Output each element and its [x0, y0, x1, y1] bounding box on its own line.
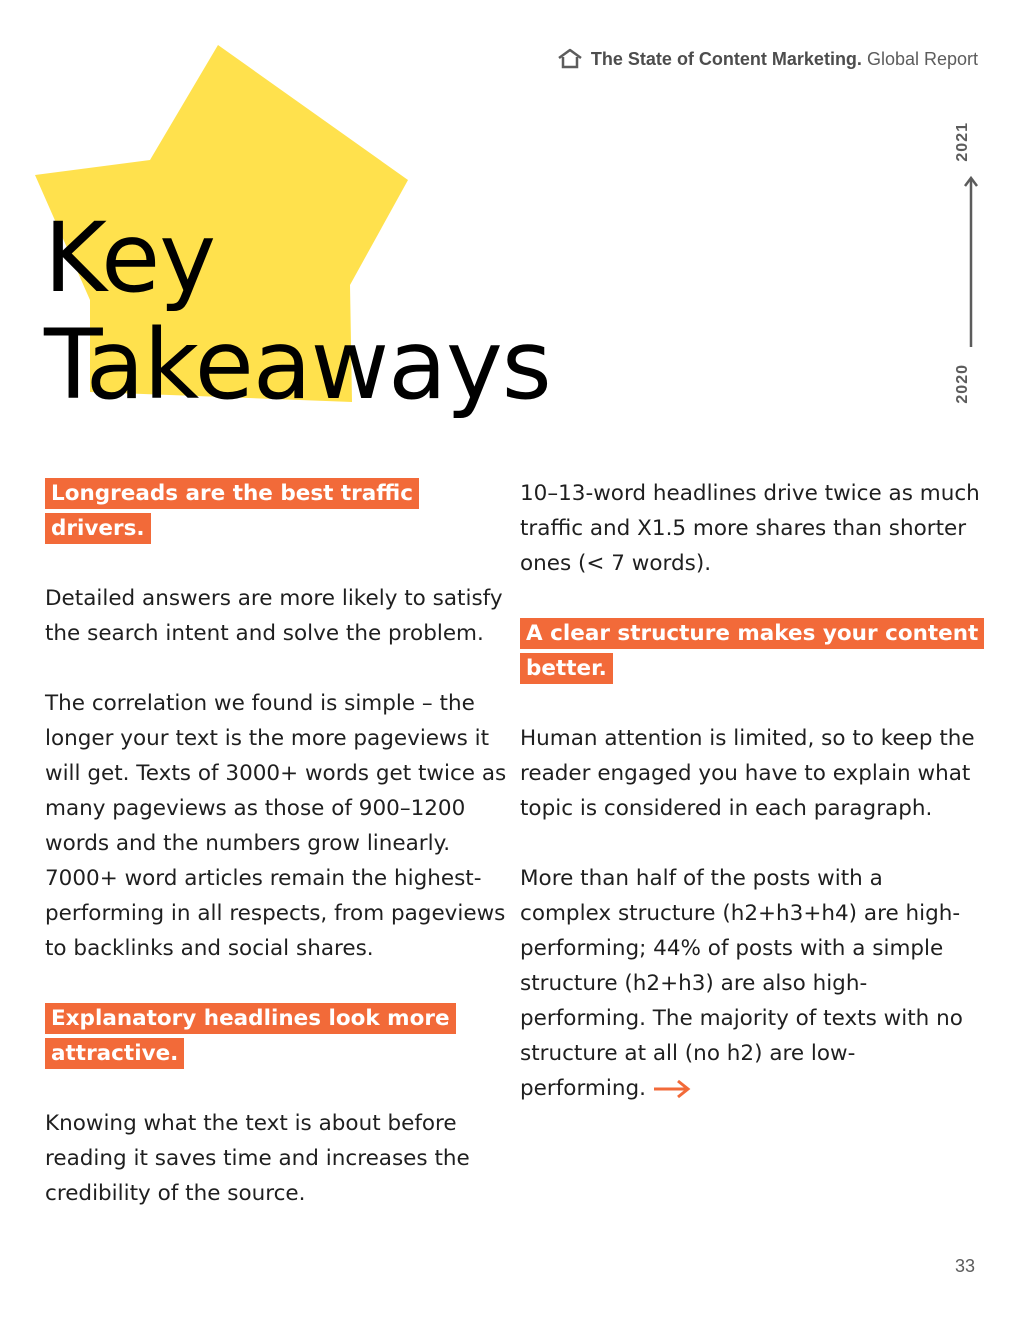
report-header [557, 48, 978, 70]
highlight-longreads: Longreads are the best traffic drivers. [45, 478, 419, 544]
highlight-clear-structure: A clear structure makes your content better. [520, 618, 984, 684]
structure-stats-text: More than half of the posts with a complex structure (h2+h3+h4) are high-performing; 44% of posts with a simple structure (h2+h3) are also high-performing. The majority of texts with no structure at all (no h2) are low-performing. [520, 866, 963, 1101]
paragraph-detailed-answers: Detailed answers are more likely to satisfy the search intent and solve the problem. [45, 586, 503, 646]
end-year: 2021 [954, 122, 971, 162]
timeline-arrow-icon [954, 174, 988, 349]
arrow-right-icon[interactable] [652, 1078, 692, 1100]
page-title-line2: Takeaways [44, 309, 551, 421]
home-icon[interactable] [557, 48, 583, 70]
paragraph-structure-stats [520, 861, 980, 1106]
start-year: 2020 [954, 364, 971, 404]
page-number: 33 [954, 1256, 975, 1276]
highlight-explanatory-headlines: Explanatory headlines look more attractive. [45, 1003, 456, 1069]
page-title [44, 202, 551, 421]
paragraph-human-attention: Human attention is limited, so to keep the reader engaged you have to explain what topic is considered in each paragraph. [520, 726, 975, 821]
page-title-line1: Key [44, 202, 216, 314]
left-column [45, 476, 510, 1246]
report-title: The State of Content Marketing. [590, 48, 862, 69]
year-timeline [954, 122, 988, 404]
paragraph-knowing-text: Knowing what the text is about before reading it saves time and increases the credibility of the source. [45, 1111, 470, 1206]
right-column [520, 476, 980, 1141]
paragraph-correlation: The correlation we found is simple – the longer your text is the more pageviews it will get. Texts of 3000+ words get twice as many pageviews as those of 900–1200 words and the numbers grow linearly. 7000+ word articles remain the highest-performing in all respects, from pageviews to backlinks and social shares. [45, 691, 507, 961]
report-subtitle: Global Report [866, 48, 978, 69]
paragraph-headline-length: 10–13-word headlines drive twice as much traffic and X1.5 more shares than shorter ones (< 7 words). [520, 481, 980, 576]
